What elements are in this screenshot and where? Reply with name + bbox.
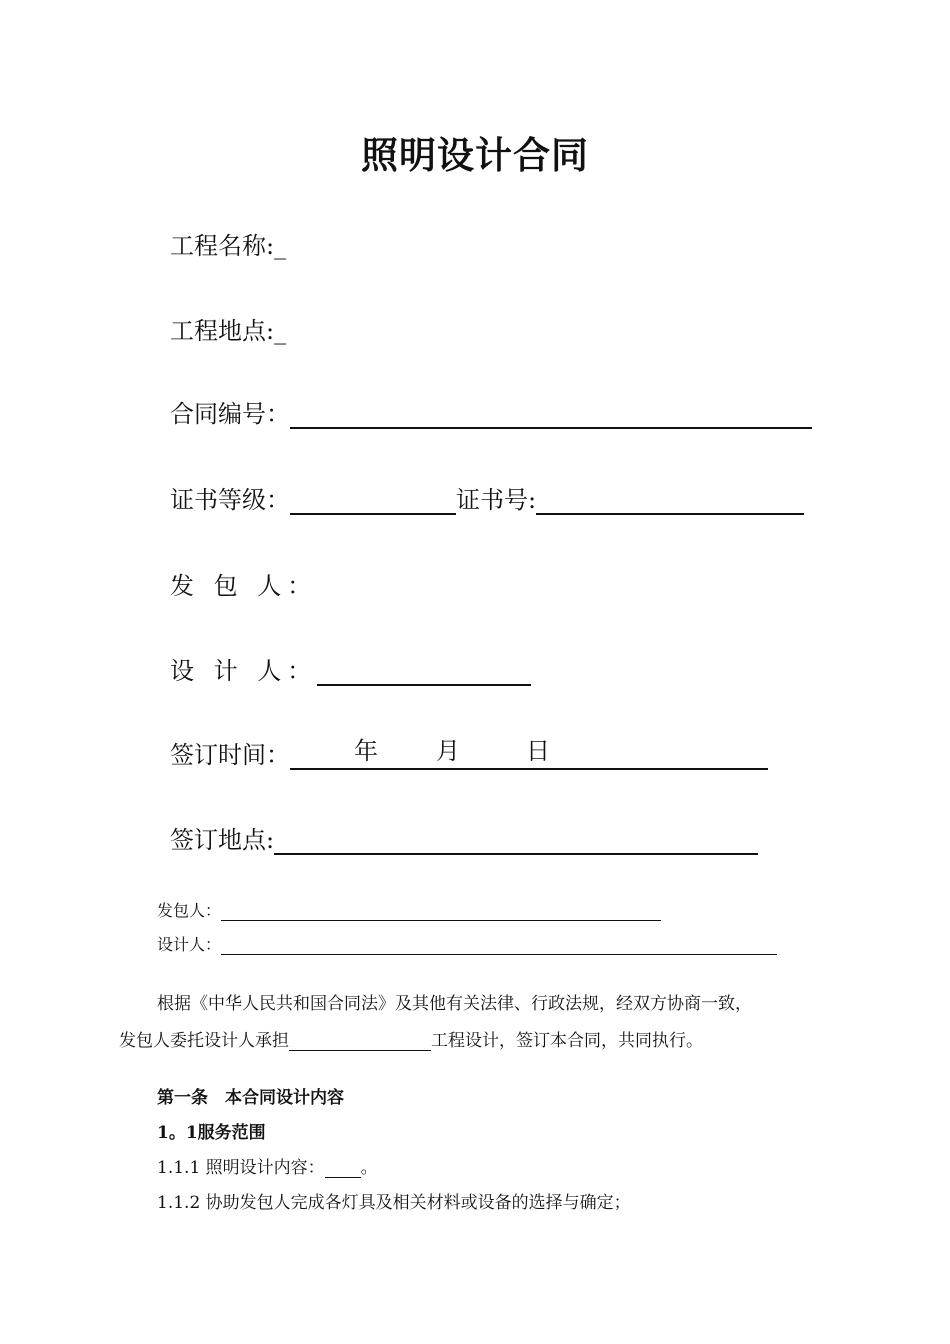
date-day-text: 日 (526, 737, 550, 765)
certificate-number-blank[interactable] (536, 485, 804, 515)
certificate-number-label: 证书号: (456, 486, 537, 514)
intro-line-2-start: 发包人委托设计人承担 (119, 1031, 289, 1051)
item-1-1-2: 1.1.2 协助发包人完成各灯具及相关材料或设备的选择与确定； (157, 1193, 631, 1213)
project-design-blank[interactable] (289, 1030, 431, 1051)
party-employer-blank[interactable] (221, 900, 661, 921)
signing-date-blank[interactable] (290, 738, 768, 770)
article-1-heading: 第一条 本合同设计内容 (157, 1088, 344, 1108)
item-1-1-1-label: 1.1.1 照明设计内容： (157, 1158, 325, 1178)
party-designer-line (157, 932, 777, 955)
party-employer-label: 发包人： (157, 901, 222, 920)
intro-line-2-end: 工程设计，签订本合同，共同执行。 (431, 1031, 703, 1051)
signing-place-blank[interactable] (274, 825, 758, 855)
signing-date-field (170, 735, 768, 770)
date-year-text: 年 (354, 737, 378, 765)
project-name-field (170, 226, 286, 261)
signing-place-label: 签订地点: (170, 826, 275, 854)
signing-place-field (170, 820, 758, 855)
date-month-text: 月 (436, 737, 460, 765)
article-1-1-heading: 1。1服务范围 (157, 1123, 266, 1143)
party-designer-blank[interactable] (221, 934, 777, 955)
item-1-1-1-end: 。 (360, 1158, 378, 1178)
designer-field (170, 651, 531, 686)
designer-blank[interactable] (317, 656, 531, 686)
lighting-content-blank[interactable] (325, 1157, 361, 1178)
designer-label: 设 计 人： (170, 657, 318, 685)
certificate-field (170, 480, 804, 515)
intro-line-1: 根据《中华人民共和国合同法》及其他有关法律、行政法规，经双方协商一致， (157, 994, 752, 1014)
document-title: 照明设计合同 (361, 133, 589, 177)
contract-number-label: 合同编号： (170, 400, 290, 428)
employer-label: 发 包 人： (170, 572, 318, 600)
project-location-field (170, 311, 286, 346)
party-employer-line (157, 898, 661, 921)
party-designer-label: 设计人： (157, 935, 222, 954)
intro-line-2 (119, 1026, 703, 1051)
project-name-label: 工程名称:_ (170, 232, 287, 260)
employer-field (170, 566, 317, 601)
item-1-1-1 (157, 1153, 378, 1178)
certificate-level-label: 证书等级： (170, 486, 290, 514)
contract-number-blank[interactable] (290, 399, 812, 429)
certificate-level-blank[interactable] (290, 485, 456, 515)
project-location-label: 工程地点:_ (170, 317, 287, 345)
signing-date-label: 签订时间： (170, 741, 290, 769)
contract-number-field (170, 394, 812, 429)
